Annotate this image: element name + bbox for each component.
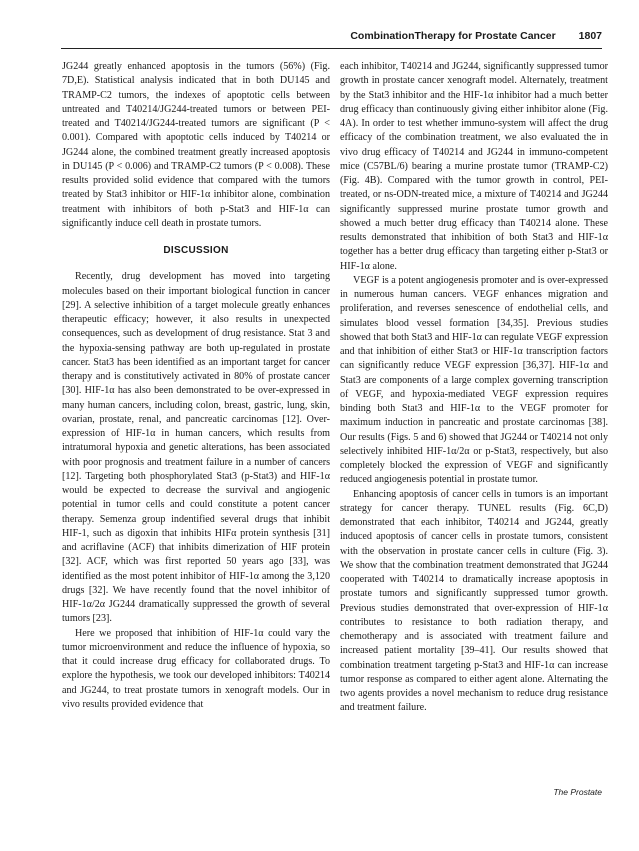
left-column [62,60,330,712]
journal-footer: The Prostate [553,787,602,797]
paragraph: Enhancing apoptosis of cancer cells in tumors is an important strategy for cancer therapy. TUNEL results (Fig. 6C,D) demonstrated that each inhibitor, T40214 and JG244, greatly induced apoptosis of cancer cells in prostate tumors, consistent with the observation in prostate cancer cells in culture (Fig. 3). We show that the combination treatment demonstrated that JG244 cooperated with T40214 to dramatically increase apoptosis in prostate tumors and significantly suppressed tumor growth. Previous studies demonstrated that over-expression of HIF-1α contributes to resistance to both radiation therapy, and chemotherapy and is associated with treatment failure and increased patient mortality [39–41]. Our results showed that combination treatment targeting p-Stat3 and HIF-1α can increase tumor response as compared to either agent alone. Alternating the two agents provides a novel mechanism to reduce drug resistance and treatment failure. [340,488,608,714]
running-title: CombinationTherapy for Prostate Cancer [350,30,556,42]
paragraph: JG244 greatly enhanced apoptosis in the tumors (56%) (Fig. 7D,E). Statistical analysis indicated that in both DU145 and TRAMP-C2 tumors, the indexes of apoptotic cells between untreated and T40214/JG244-treated tumors or between PEI-treated and T40214/JG244-treated tumors are significant (P < 0.001). Compared with apoptotic cells induced by T40214 or JG244 alone, the combined treatment greatly increased apoptosis in DU145 (P < 0.006) and TRAMP-C2 tumors (P < 0.008). These results provided solid evidence that compared with the tumors treated by Stat3 inhibitor or HIF-1α inhibitor alone, combination treatment with inhibitors of both p-Stat3 and HIF-1α can significantly induce cell death in prostate tumors. [62,61,330,229]
section-heading: DISCUSSION [163,245,229,256]
paragraph: VEGF is a potent angiogenesis promoter and is over-expressed in numerous human cancers. VEGF enhances migration and proliferation, and reverses senescence of endothelial cells, and simulates blood vessel formation [34,35]. Previous studies showed that both Stat3 and HIF-1α can regulate VEGF expression and that inhibition of either Stat3 or HIF-1α transcription factors can significantly reduce VEGF expression [36,37]. HIF-1α and Stat3 are components of a large complex governing transcription of VEGF, and hypoxia-mediated VEGF expression requires binding both Stat3 and HIF-1α to the VEGF promoter for maximum induction in pancreatic and prostate carcinomas [38]. Our results (Figs. 5 and 6) showed that JG244 or T40214 not only selectively inhibited HIF-1α/2α or p-Stat3, respectively, but also completely blocked the expression of VEGF and significantly reduced angiogenesis potential in prostate tumor. [340,274,608,486]
paragraph: Here we proposed that inhibition of HIF-1α could vary the tumor microenvironment and reduce the influence of hypoxia, so that it could increase drug efficacy for collaborated drugs. To explore the hypothesis, we took our developed inhibitors: T40214 and JG244, to treat prostate tumors in xenograft models. Our in vivo results provided evidence that [62,627,330,710]
paragraph: Recently, drug development has moved into targeting molecules based on their important biological function in cancer [29]. A selective inhibition of a target molecule greatly enhances therapeutic efficacy; however, it also results in unexpected consequences, such as development of drug resistance. Stat 3 and the hypoxia-sensing pathway are both up-regulated in prostate cancer. Stat3 has been identified as an important target for cancer therapy and is constitutively activated in 80% of prostate cancer [30]. HIF-1α has also been demonstrated to be over-expressed in many human cancers, including colon, breast, gastric, lung, skin, ovarian, prostate, renal, and pancreatic carcinomas [12]. Over-expression of HIF-1α in human cancers, which results from intratumoral hypoxia and genetic alterations, has been associated with poor prognosis and treatment failure in a number of cancers [12]. Targeting both phosphorylated Stat3 (p-Stat3) and HIF-1α would be expected to decrease the survival and angiogenic potential in tumor cells and could constitute a potent cancer therapy. Semenza group indentified several drugs that inhibit HIF-1, such as digoxin that inhibits HIFα protein synthesis [31] and acriflavine (ACF) that inhibits dimerization of HIF protein [32]. ACF, which was first reported 50 years ago [33], was identified as the most potent inhibitor of HIF-1α among the 3,120 drugs [32]. We have recently found that the novel inhibitor of HIF-1α/2α JG244 dramatically suppressed the growth of several tumors [23]. [62,271,330,625]
paragraph: each inhibitor, T40214 and JG244, significantly suppressed tumor growth in prostate cancer xenograft model. Alternately, treatment by the Stat3 inhibitor and the HIF-1α inhibitor had a much better drug efficacy than continuously giving either inhibitor alone (Fig. 4A). In order to test whether immuno-system will affect the drug efficacy of the combination treatment, we also evaluated the in vivo drug efficacy of T40214 and JG244 in immuno-competent mice (C57BL/6) bearing a murine prostate tumor (TRAMP-C2) (Fig. 4B). Compared with the tumor growth in control, PEI-treated, or ns-ODN-treated mice, a mixture of T40214 and JG244 significantly suppressed murine prostate tumor growth and showed a much better drug efficacy than T40214 alone. These results demonstrated that inhibition of both Stat3 and HIF-1α together has a better drug efficacy than targeting either p-Stat3 or HIF-1α alone. [340,61,608,272]
right-column [340,60,608,716]
page-number: 1807 [578,30,602,42]
running-header [61,30,602,49]
